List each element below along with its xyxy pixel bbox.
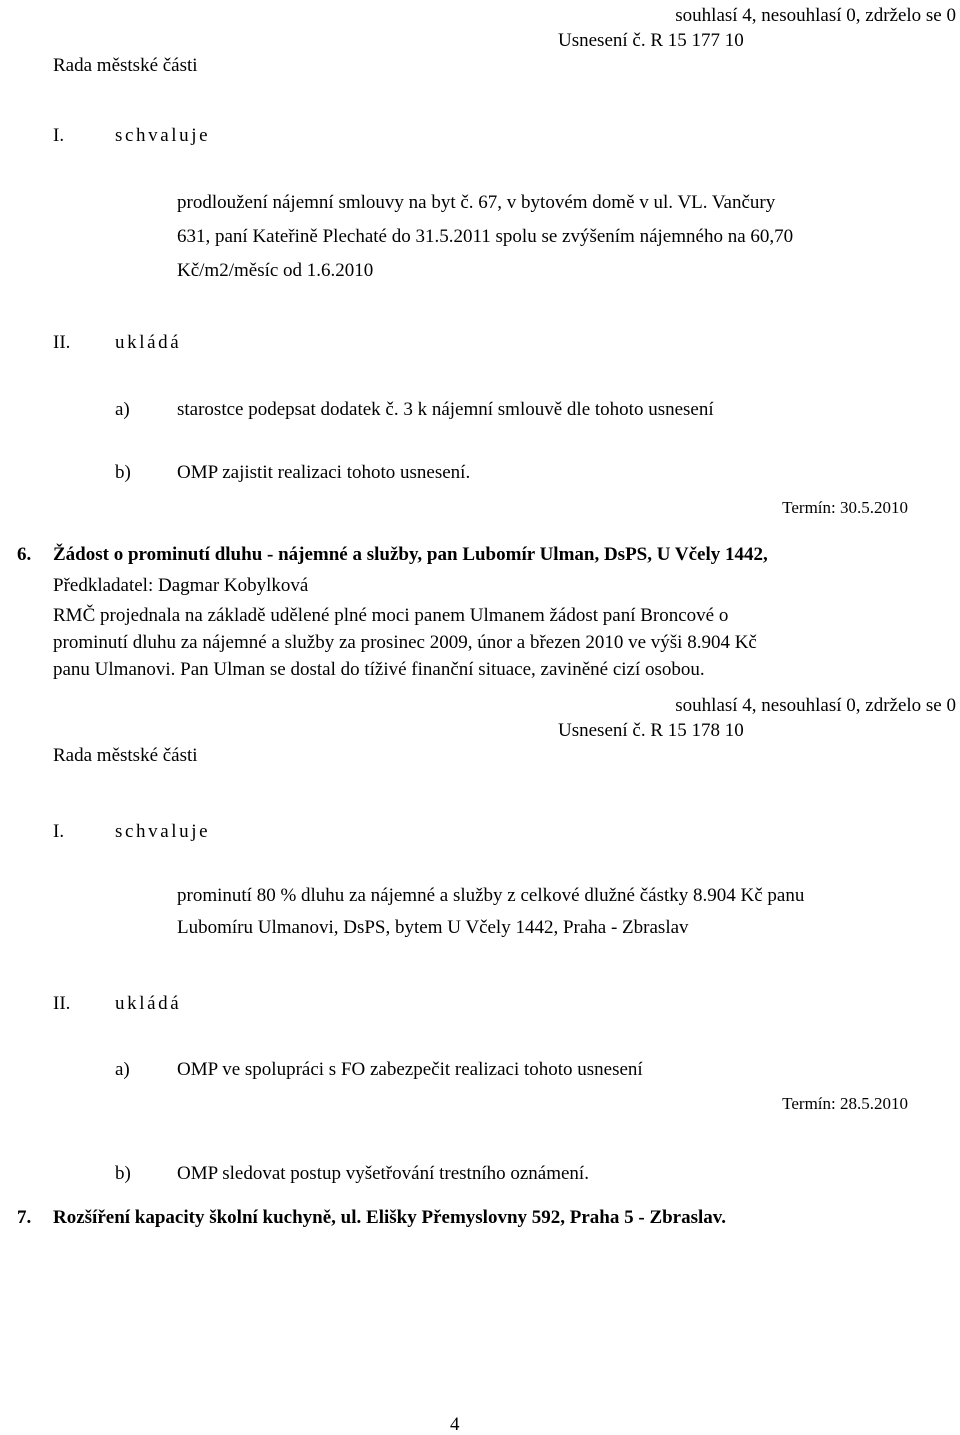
task-numeral: II.: [53, 993, 71, 1014]
approve-numeral: I.: [53, 821, 65, 842]
task-marker: a): [115, 399, 130, 420]
task-text: OMP zajistit realizaci tohoto usnesení.: [177, 462, 471, 483]
approve-text-line: prominutí 80 % dluhu za nájemné a služby z celkové dlužné částky 8.904 Kč panu: [177, 885, 805, 906]
approve-text-line: 631, paní Kateřině Plechaté do 31.5.2011 spolu se zvýšením nájemného na 60,70: [177, 226, 794, 247]
item-body-line: RMČ projednala na základě udělené plné moci panem Ulmanem žádost paní Broncové o: [53, 605, 729, 626]
item-number: 6.: [17, 544, 32, 565]
task-marker: b): [115, 462, 131, 483]
vote-result: souhlasí 4, nesouhlasí 0, zdrželo se 0: [675, 5, 956, 26]
item-title: Rozšíření kapacity školní kuchyně, ul. Elišky Přemyslovny 592, Praha 5 - Zbraslav.: [53, 1207, 726, 1228]
task-text: starostce podepsat dodatek č. 3 k nájemní smlouvě dle tohoto usnesení: [177, 399, 714, 420]
approve-text-line: Kč/m2/měsíc od 1.6.2010: [177, 260, 374, 281]
task-marker: a): [115, 1059, 130, 1080]
task-marker: b): [115, 1163, 131, 1184]
task-text: OMP ve spolupráci s FO zabezpečit realizaci tohoto usnesení: [177, 1059, 643, 1080]
council-label: Rada městské části: [53, 745, 198, 766]
deadline: Termín: 28.5.2010: [782, 1094, 908, 1113]
vote-result: souhlasí 4, nesouhlasí 0, zdrželo se 0: [675, 695, 956, 716]
presenter: Předkladatel: Dagmar Kobylková: [53, 575, 309, 596]
item-number: 7.: [17, 1207, 32, 1228]
approve-numeral: I.: [53, 125, 65, 146]
approve-text-line: Lubomíru Ulmanovi, DsPS, bytem U Včely 1442, Praha - Zbraslav: [177, 917, 689, 938]
item-body-line: prominutí dluhu za nájemné a služby za prosinec 2009, únor a březen 2010 ve výši 8.904 Kč: [53, 632, 757, 653]
task-heading: ukládá: [115, 993, 182, 1014]
page-number: 4: [450, 1414, 460, 1435]
item-body-line: panu Ulmanovi. Pan Ulman se dostal do tíživé finanční situace, zaviněné cizí osobou.: [53, 659, 705, 680]
approve-heading: schvaluje: [115, 821, 211, 842]
resolution-number: Usnesení č. R 15 178 10: [558, 720, 744, 741]
task-heading: ukládá: [115, 332, 182, 353]
approve-text-line: prodloužení nájemní smlouvy na byt č. 67, v bytovém domě v ul. VL. Vančury: [177, 192, 776, 213]
deadline: Termín: 30.5.2010: [782, 498, 908, 517]
council-label: Rada městské části: [53, 55, 198, 76]
resolution-number: Usnesení č. R 15 177 10: [558, 30, 744, 51]
task-numeral: II.: [53, 332, 71, 353]
approve-heading: schvaluje: [115, 125, 211, 146]
item-title: Žádost o prominutí dluhu - nájemné a služby, pan Lubomír Ulman, DsPS, U Včely 1442,: [53, 544, 768, 565]
task-text: OMP sledovat postup vyšetřování trestního oznámení.: [177, 1163, 589, 1184]
